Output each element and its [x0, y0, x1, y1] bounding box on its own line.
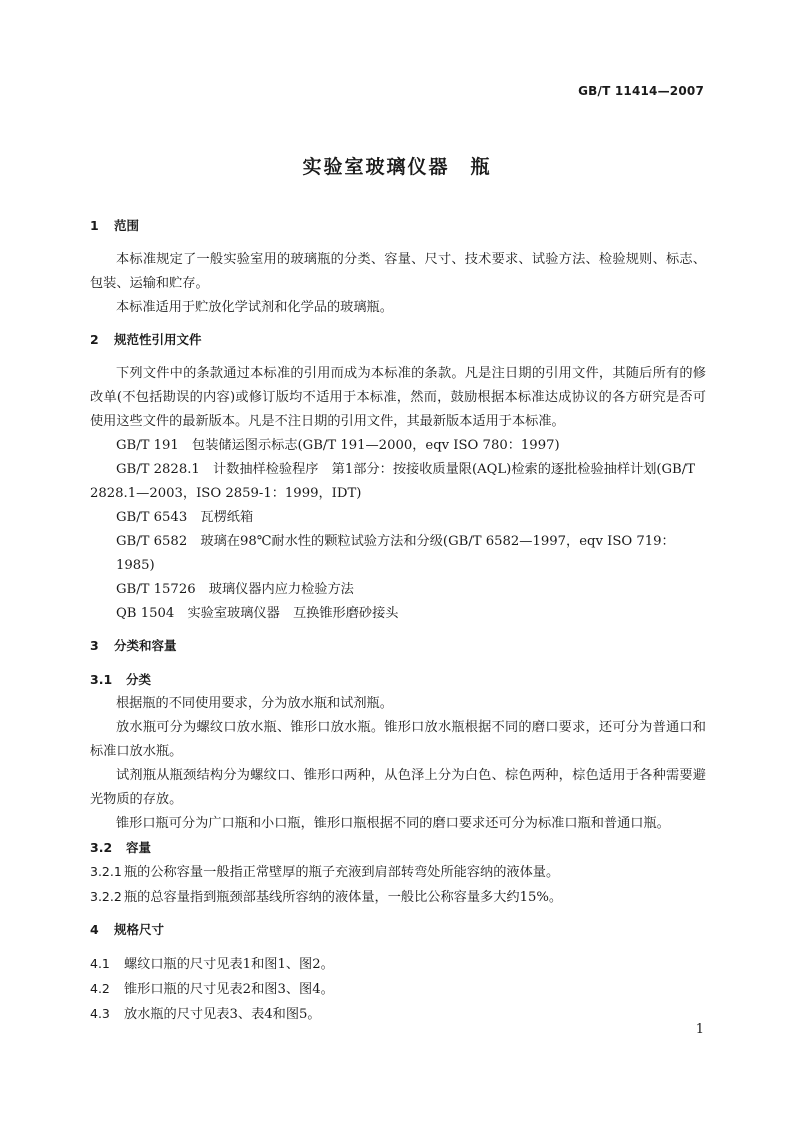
paragraph: 试剂瓶从瓶颈结构分为螺纹口、锥形口两种，从色泽上分为白色、棕色两种，棕色适用于各种需要避光物质的存放。	[90, 768, 706, 807]
subsection-title: 容量	[126, 840, 152, 855]
clause-text: 放水瓶的尺寸见表3、表4和图5。	[124, 1007, 321, 1022]
clause-item	[90, 860, 706, 885]
clause-text: 螺纹口瓶的尺寸见表1和图1、图2。	[124, 957, 334, 972]
subsection-number: 3.2	[90, 840, 113, 855]
section-heading-1	[90, 214, 706, 238]
paragraph: 本标准规定了一般实验室用的玻璃瓶的分类、容量、尺寸、技术要求、试验方法、检验规则、标志、包装、运输和贮存。	[90, 252, 706, 291]
clause-item	[90, 977, 706, 1002]
subsection-number: 3.1	[90, 672, 113, 687]
paragraph: 下列文件中的条款通过本标准的引用而成为本标准的条款。凡是注日期的引用文件，其随后所有的修改单(不包括勘误的内容)或修订版均不适用于本标准，然而，鼓励根据本标准达成协议的各方研究是否可使用这些文件的最新版本。凡是不注日期的引用文件，其最新版本适用于本标准。	[90, 366, 706, 429]
page-number: 1	[695, 1022, 704, 1037]
clause-number: 4.1	[90, 956, 110, 971]
paragraph: 锥形口瓶可分为广口瓶和小口瓶，锥形口瓶根据不同的磨口要求还可分为标准口瓶和普通口瓶。	[116, 816, 670, 831]
clause-number: 4.3	[90, 1006, 110, 1021]
subsection-heading-3-2	[90, 836, 706, 860]
section-title: 规格尺寸	[114, 922, 165, 937]
clause-item	[90, 885, 706, 910]
paragraph: 根据瓶的不同使用要求，分为放水瓶和试剂瓶。	[116, 696, 393, 711]
clause-number: 4.2	[90, 981, 110, 996]
clause-text: 瓶的公称容量一般指正常壁厚的瓶子充液到肩部转弯处所能容纳的液体量。	[124, 865, 560, 880]
section-title: 规范性引用文件	[114, 332, 202, 347]
clause-number: 3.2.2	[90, 889, 122, 904]
document-title: 实验室玻璃仪器 瓶	[302, 156, 492, 178]
clause-number: 3.2.1	[90, 864, 122, 879]
clause-text: 瓶的总容量指到瓶颈部基线所容纳的液体量，一般比公称容量多大约15%。	[124, 890, 563, 905]
subsection-title: 分类	[126, 672, 152, 687]
paragraph: 本标准适用于贮放化学试剂和化学品的玻璃瓶。	[116, 300, 393, 315]
section-title: 范围	[114, 218, 140, 233]
reference-item: GB/T 6582 玻璃在98℃耐水性的颗粒试验方法和分级(GB/T 6582—1997，eqv ISO 719：1985)	[116, 534, 675, 573]
standard-number: GB/T 11414—2007	[578, 84, 704, 98]
document-body	[90, 214, 706, 1027]
paragraph: 放水瓶可分为螺纹口放水瓶、锥形口放水瓶。锥形口放水瓶根据不同的磨口要求，还可分为普通口和标准口放水瓶。	[90, 720, 706, 759]
section-title: 分类和容量	[114, 638, 177, 653]
section-heading-4	[90, 918, 706, 942]
section-number: 1	[90, 218, 99, 233]
clause-item	[90, 952, 706, 977]
section-heading-3	[90, 634, 706, 658]
section-number: 3	[90, 638, 99, 653]
reference-item: GB/T 15726 玻璃仪器内应力检验方法	[116, 582, 354, 597]
clause-item	[90, 1002, 706, 1027]
clause-text: 锥形口瓶的尺寸见表2和图3、图4。	[124, 982, 334, 997]
section-heading-2	[90, 328, 706, 352]
reference-item: GB/T 191 包装储运图示标志(GB/T 191—2000，eqv ISO 780：1997)	[116, 438, 560, 453]
reference-item: GB/T 6543 瓦楞纸箱	[116, 510, 254, 525]
reference-item: GB/T 2828.1 计数抽样检验程序 第1部分：按接收质量限(AQL)检索的逐批检验抽样计划(GB/T 2828.1—2003，ISO 2859-1：1999，IDT)	[90, 462, 695, 501]
subsection-heading-3-1	[90, 668, 706, 692]
reference-item: QB 1504 实验室玻璃仪器 互换锥形磨砂接头	[116, 606, 399, 621]
section-number: 4	[90, 922, 99, 937]
section-number: 2	[90, 332, 99, 347]
